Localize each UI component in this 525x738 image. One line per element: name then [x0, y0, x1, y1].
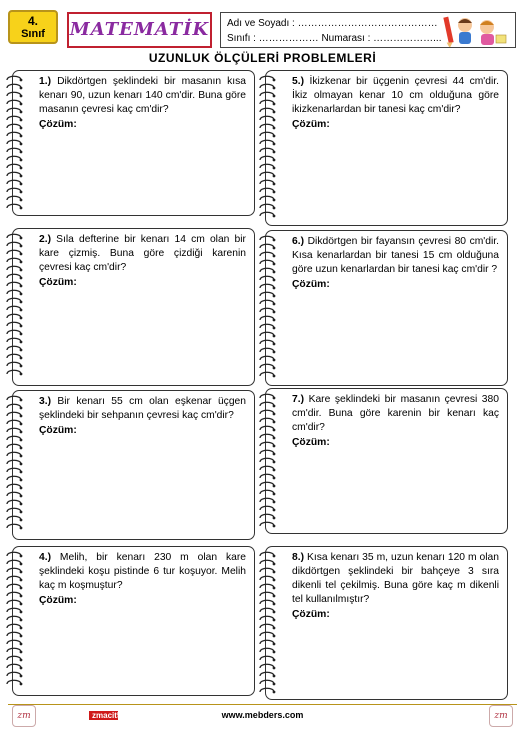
question-text: Bir kenarı 55 cm olan eşkenar üçgen şeklindeki bir sehpanın çevresi kaç cm'dir?	[39, 396, 246, 421]
question-text: Kare şeklindeki bir masanın çevresi 380 cm'dir. Buna göre karenin bir kenarı kaç cm'dir?	[292, 394, 499, 433]
question-number: 4.)	[39, 552, 52, 563]
question-text: Sıla defterine bir kenarı 14 cm olan bir kare çizmiş. Buna göre çizdiği karenin çevresi kaç cm'dir?	[39, 234, 246, 273]
question-number: 2.)	[39, 234, 52, 245]
spiral-binding-icon	[257, 71, 279, 225]
question-card-4	[12, 546, 255, 696]
spiral-binding-icon	[257, 389, 279, 533]
question-card-2	[12, 228, 255, 386]
class-number-field[interactable]: Sınıfı : ……………… Numarası : ………………...	[227, 33, 442, 44]
spiral-binding-icon	[257, 547, 279, 699]
question-number: 3.)	[39, 396, 52, 407]
name-field[interactable]: Adı ve Soyadı : ……………………………………	[227, 18, 438, 29]
grade-badge	[8, 10, 58, 44]
solution-label: Çözüm:	[292, 609, 330, 620]
solution-label: Çözüm:	[292, 119, 330, 130]
solution-label: Çözüm:	[292, 437, 330, 448]
solution-label: Çözüm:	[39, 119, 77, 130]
spiral-binding-icon	[257, 231, 279, 385]
student-info-box	[220, 12, 516, 48]
grade-number: 4.	[27, 14, 38, 28]
sheet-title: UZUNLUK ÖLÇÜLERİ PROBLEMLERİ	[148, 51, 377, 65]
solution-label: Çözüm:	[292, 279, 330, 290]
question-card-8	[265, 546, 508, 700]
question-card-5	[265, 70, 508, 226]
question-text: Dikdörtgen bir fayansın çevresi 80 cm'dir. Kısa kenarlardan bir tanesi 15 cm olduğuna göre uzun kenarlardan bir tanesi kaç cm'dir ?	[292, 236, 499, 275]
question-text: Dikdörtgen şeklindeki bir masanın kısa kenarı 90, uzun kenarı 140 cm'dir. Buna göre masanın çevresi kaç cm'dir?	[39, 76, 246, 115]
spiral-binding-icon	[4, 229, 26, 385]
question-number: 7.)	[292, 394, 305, 405]
spiral-binding-icon	[4, 391, 26, 539]
question-number: 5.)	[292, 76, 305, 87]
question-text: Kısa kenarı 35 m, uzun kenarı 120 m olan dikdörtgen şeklindeki bir bahçeye 3 sıra dikenli tel çekilmiş. Buna göre kaç m dikenli tel kullanılmıştır?	[292, 552, 499, 605]
author-badge: zmacit58	[89, 711, 118, 720]
grade-label: Sınıf	[21, 28, 45, 40]
solution-label: Çözüm:	[39, 425, 77, 436]
spiral-binding-icon	[4, 71, 26, 215]
spiral-binding-icon	[4, 547, 26, 695]
subject-title: MATEMATİK	[69, 19, 210, 40]
question-card-3	[12, 390, 255, 540]
kids-with-pencil-icon	[443, 15, 509, 47]
website-link[interactable]: www.mebders.com	[221, 710, 304, 720]
solution-label: Çözüm:	[39, 595, 77, 606]
question-card-1	[12, 70, 255, 216]
question-number: 1.)	[39, 76, 52, 87]
solution-label: Çözüm:	[39, 277, 77, 288]
question-number: 6.)	[292, 236, 305, 247]
subject-title-box	[67, 12, 212, 48]
question-text: İkizkenar bir üçgenin çevresi 44 cm'dir. İkiz olmayan kenar 10 cm olduğuna göre ikizkenarlardan bir tanesi kaç cm'dir?	[292, 76, 499, 115]
zm-logo-left: zm	[12, 705, 36, 727]
question-number: 8.)	[292, 552, 305, 563]
zm-logo-right: zm	[489, 705, 513, 727]
question-card-6	[265, 230, 508, 386]
question-text: Melih, bir kenarı 230 m olan kare şeklindeki koşu pistinde 6 tur koşuyor. Melih kaç m koşmuştur?	[39, 552, 246, 591]
question-card-7	[265, 388, 508, 534]
